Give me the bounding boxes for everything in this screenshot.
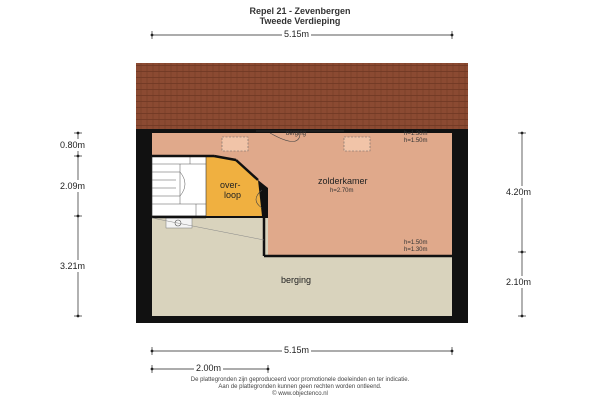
height-note-bottom-1: h=1.50m <box>404 240 428 246</box>
dim-right-bottom: 2.10m <box>506 277 532 287</box>
height-note-top-1: h=1.30m <box>404 131 428 137</box>
room-label-berging: berging <box>281 275 312 285</box>
room-label-zolderkamer: zolderkamer <box>318 176 368 186</box>
dim-bottom-partial: 2.00m <box>196 363 222 373</box>
skylight-left <box>222 137 248 151</box>
footer-disclaimer-1: De plattegronden zijn geproduceerd voor promotionele doeleinden en ter indicatie. <box>190 377 410 383</box>
dim-left-bottom: 3.21m <box>60 261 86 271</box>
dim-top-width: 5.15m <box>284 29 310 39</box>
dim-left-top: 0.80m <box>60 140 86 150</box>
dim-right-top: 4.20m <box>506 187 532 197</box>
skylight-right <box>344 137 370 151</box>
plan-subtitle: Tweede Verdieping <box>259 16 341 26</box>
zolderkamer-height: h=2.70m <box>330 188 354 194</box>
room-label-overloop-2: loop <box>224 190 242 200</box>
utility-box <box>166 218 192 228</box>
room-label-berging-small: berging <box>286 131 307 137</box>
plan-title: Repel 21 - Zevenbergen <box>249 6 351 16</box>
dim-left-middle: 2.09m <box>60 181 86 191</box>
height-note-bottom-2: h=1.30m <box>404 247 428 253</box>
stairs <box>152 156 206 216</box>
footer-copyright: © www.objectenco.nl <box>272 391 328 397</box>
dim-bottom-width: 5.15m <box>284 345 310 355</box>
footer-disclaimer-2: Aan de plattegronden kunnen geen rechten worden ontleend. <box>218 384 382 390</box>
room-label-overloop-1: over- <box>220 180 241 190</box>
height-note-top-2: h=1.50m <box>404 138 428 144</box>
roof <box>136 63 468 129</box>
